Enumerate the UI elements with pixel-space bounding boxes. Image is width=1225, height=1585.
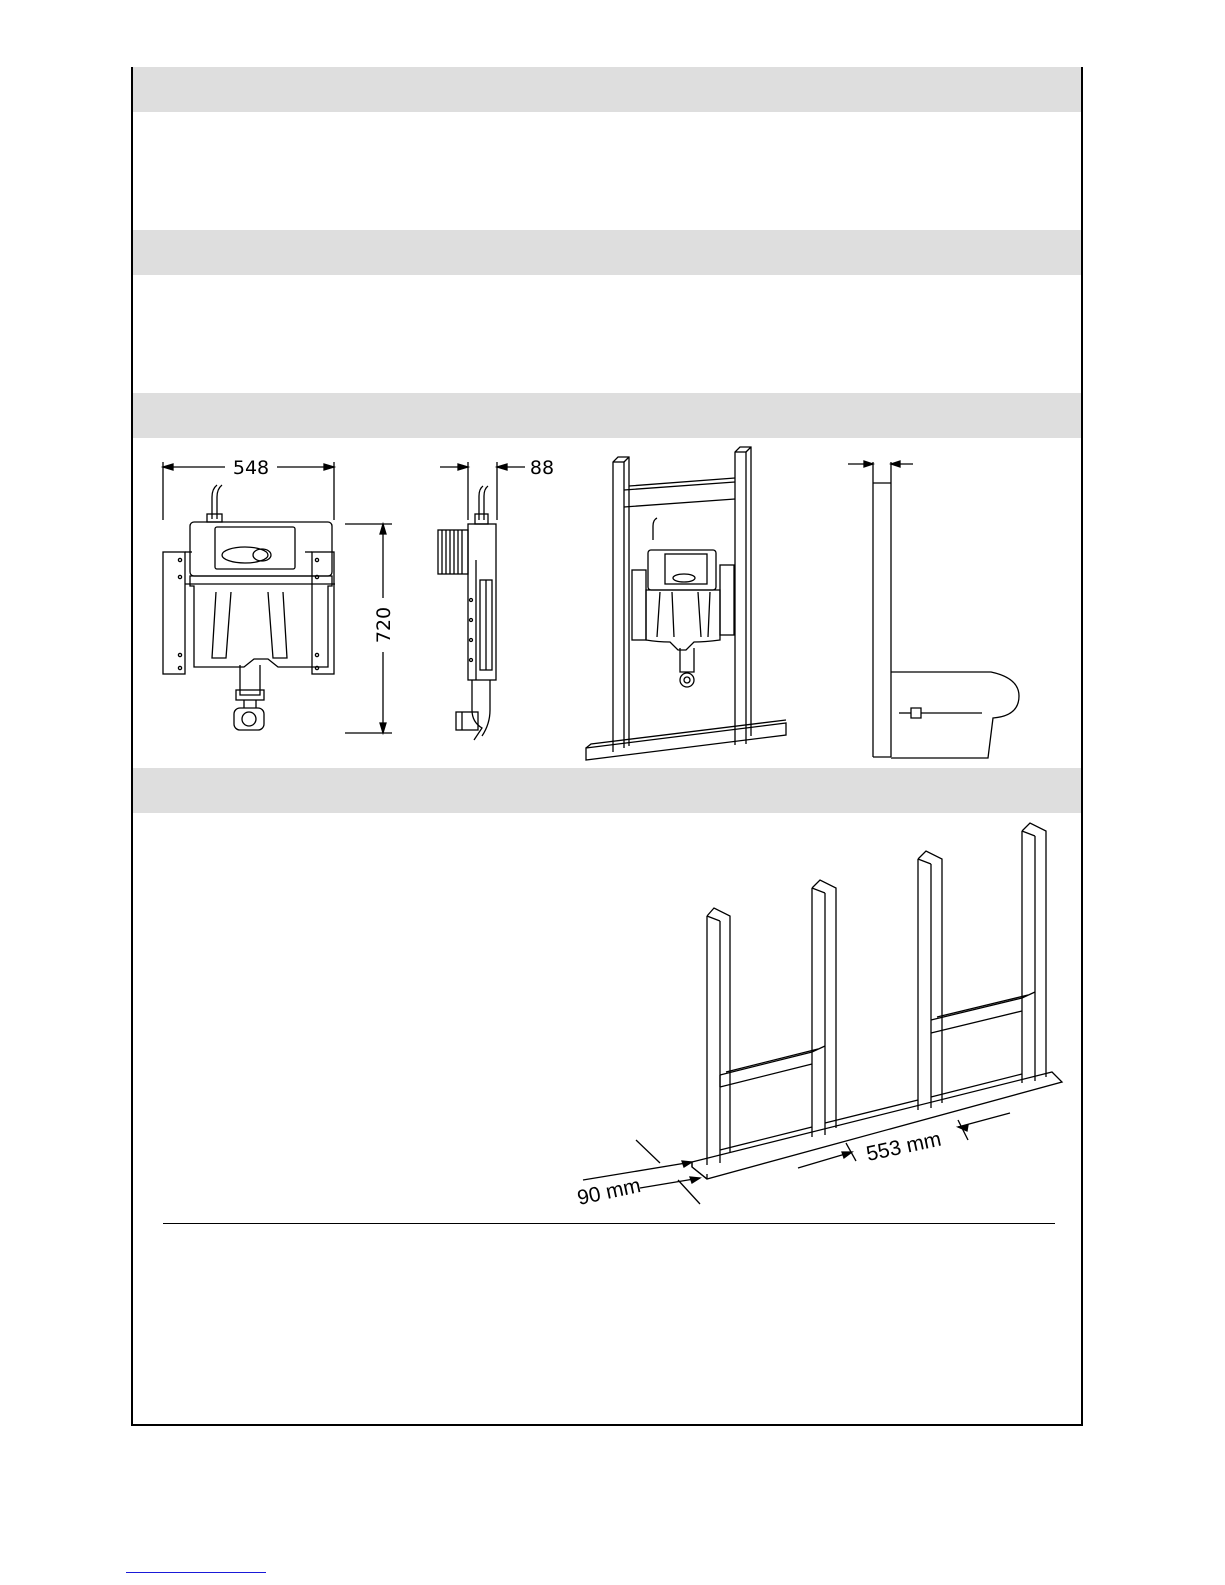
- dim-stud-spacing: 553 mm: [864, 1127, 944, 1166]
- dim-cistern-depth: 88: [529, 457, 555, 479]
- dim-cistern-height: 720: [373, 606, 395, 644]
- stud-frame-diagram: [583, 823, 1062, 1204]
- dim-frame-depth: 90 mm: [575, 1174, 643, 1210]
- cistern-front-elevation: [163, 462, 392, 733]
- cistern-side-elevation: [438, 462, 525, 740]
- dim-cistern-width: 548: [232, 457, 270, 479]
- wall-section-with-pan: [848, 461, 1019, 758]
- footer-link-underline[interactable]: [126, 1572, 266, 1573]
- cistern-in-frame: [586, 447, 786, 760]
- section-divider: [163, 1223, 1055, 1224]
